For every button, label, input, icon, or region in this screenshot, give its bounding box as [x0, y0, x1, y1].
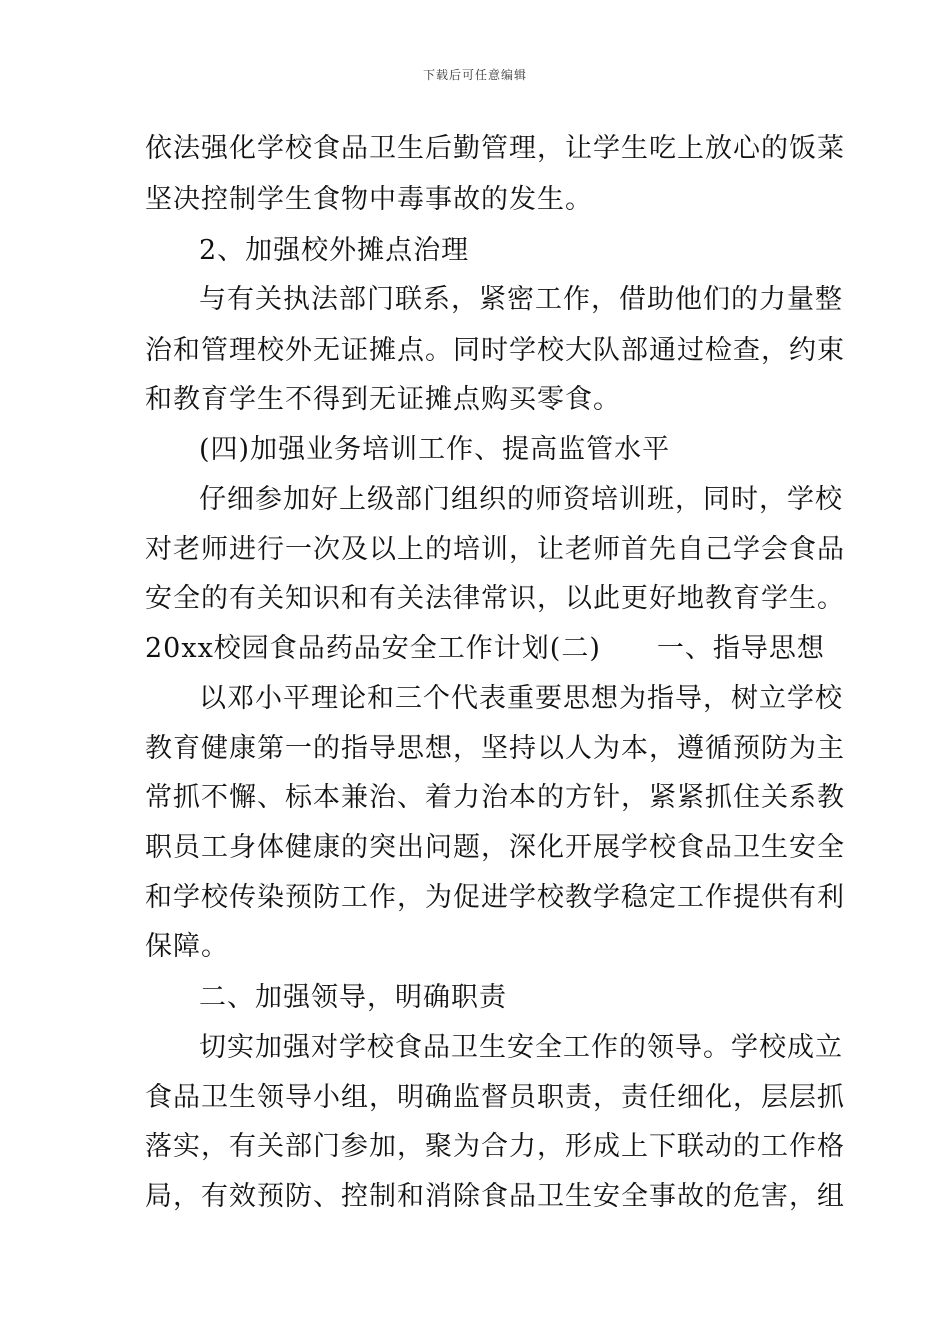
text-line: 切实加强对学校食品卫生安全工作的领导。学校成立	[199, 1032, 843, 1063]
plan-title: 20xx校园食品药品安全工作计划(二)	[145, 633, 601, 664]
text-line: 常抓不懈、标本兼治、着力治本的方针，紧紧抓住关系教	[145, 782, 845, 813]
text-line: 教育健康第一的指导思想，坚持以人为本，遵循预防为主	[145, 733, 845, 764]
text-line: 以邓小平理论和三个代表重要思想为指导，树立学校	[199, 683, 843, 714]
text-line: 食品卫生领导小组，明确监督员职责，责任细化，层层抓	[145, 1082, 845, 1113]
text-line: 坚决控制学生食物中毒事故的发生。	[145, 184, 593, 215]
text-line: 依法强化学校食品卫生后勤管理，让学生吃上放心的饭菜	[145, 133, 845, 164]
text-line: 落实，有关部门参加，聚为合力，形成上下联动的工作格	[145, 1131, 845, 1162]
text-line: 和教育学生不得到无证摊点购买零食。	[145, 384, 621, 415]
section-heading: (四)加强业务培训工作、提高监管水平	[199, 434, 671, 465]
page-header: 下载后可任意编辑	[422, 68, 527, 82]
text-line: 安全的有关知识和有关法律常识，以此更好地教育学生。	[145, 583, 845, 614]
text-line: 与有关执法部门联系，紧密工作，借助他们的力量整	[199, 284, 843, 315]
section-heading: 二、加强领导，明确职责	[199, 982, 507, 1013]
title-line	[145, 632, 825, 666]
text-line: 2、加强校外摊点治理	[199, 235, 470, 266]
text-line: 局，有效预防、控制和消除食品卫生安全事故的危害，组	[145, 1181, 845, 1212]
text-line: 职员工身体健康的突出问题，深化开展学校食品卫生安全	[145, 832, 845, 863]
text-line: 和学校传染预防工作，为促进学校教学稳定工作提供有利	[145, 882, 845, 913]
text-line: 仔细参加好上级部门组织的师资培训班，同时，学校	[199, 484, 843, 515]
text-line: 保障。	[145, 931, 229, 962]
text-line: 治和管理校外无证摊点。同时学校大队部通过检查，约束	[145, 335, 845, 366]
section-heading: 一、指导思想	[656, 633, 825, 664]
text-line: 对老师进行一次及以上的培训，让老师首先自己学会食品	[145, 534, 845, 565]
